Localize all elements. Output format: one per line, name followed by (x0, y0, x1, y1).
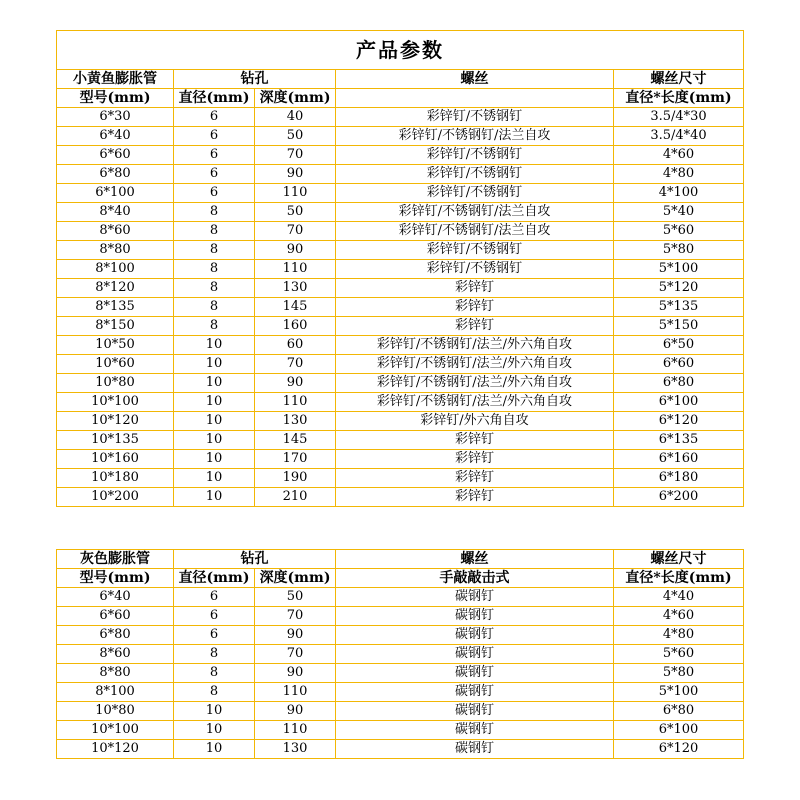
cell-screw: 碳钢钉 (336, 645, 614, 664)
table-row (57, 317, 744, 336)
cell-model: 8*100 (57, 260, 174, 279)
cell-screw: 彩锌钉/不锈钢钉 (336, 260, 614, 279)
cell-depth: 90 (255, 165, 336, 184)
table-row (57, 222, 744, 241)
table-row (57, 431, 744, 450)
table-row (57, 645, 744, 664)
header-model: 型号(mm) (57, 569, 174, 588)
cell-screw: 彩锌钉/不锈钢钉 (336, 165, 614, 184)
header-model: 型号(mm) (57, 89, 174, 108)
cell-screw: 彩锌钉 (336, 298, 614, 317)
cell-model: 10*100 (57, 393, 174, 412)
cell-screw: 彩锌钉/不锈钢钉/法兰/外六角自攻 (336, 355, 614, 374)
cell-depth: 110 (255, 393, 336, 412)
cell-screw: 彩锌钉 (336, 317, 614, 336)
cell-screw: 碳钢钉 (336, 626, 614, 645)
cell-depth: 110 (255, 721, 336, 740)
cell-diameter: 8 (174, 298, 255, 317)
cell-diameter: 8 (174, 664, 255, 683)
header-product: 灰色膨胀管 (57, 550, 174, 569)
cell-depth: 90 (255, 374, 336, 393)
cell-depth: 70 (255, 355, 336, 374)
cell-model: 8*80 (57, 241, 174, 260)
page-title: 产品参数 (57, 31, 744, 70)
cell-model: 6*40 (57, 127, 174, 146)
cell-screw-size: 3.5/4*30 (614, 108, 744, 127)
cell-screw-size: 5*120 (614, 279, 744, 298)
cell-diameter: 10 (174, 488, 255, 507)
header-product: 小黄鱼膨胀管 (57, 70, 174, 89)
cell-diameter: 8 (174, 260, 255, 279)
cell-screw-size: 5*135 (614, 298, 744, 317)
header-screw-size: 螺丝尺寸 (614, 70, 744, 89)
header-diameter: 直径(mm) (174, 89, 255, 108)
cell-depth: 190 (255, 469, 336, 488)
cell-model: 8*40 (57, 203, 174, 222)
product-params-table-yellow (56, 30, 744, 507)
cell-model: 8*60 (57, 645, 174, 664)
cell-depth: 130 (255, 740, 336, 759)
cell-screw-size: 6*135 (614, 431, 744, 450)
cell-depth: 145 (255, 298, 336, 317)
cell-depth: 210 (255, 488, 336, 507)
cell-diameter: 10 (174, 393, 255, 412)
cell-diameter: 8 (174, 222, 255, 241)
cell-model: 6*60 (57, 607, 174, 626)
cell-screw-size: 5*100 (614, 260, 744, 279)
cell-model: 10*60 (57, 355, 174, 374)
cell-depth: 50 (255, 588, 336, 607)
cell-screw-size: 4*80 (614, 165, 744, 184)
cell-screw: 彩锌钉 (336, 279, 614, 298)
header-drill: 钻孔 (174, 70, 336, 89)
header-drill: 钻孔 (174, 550, 336, 569)
cell-model: 6*80 (57, 626, 174, 645)
table-row (57, 279, 744, 298)
cell-screw-size: 6*200 (614, 488, 744, 507)
cell-diameter: 10 (174, 450, 255, 469)
cell-depth: 170 (255, 450, 336, 469)
cell-screw: 彩锌钉 (336, 431, 614, 450)
cell-screw: 彩锌钉/外六角自攻 (336, 412, 614, 431)
cell-screw-size: 6*80 (614, 702, 744, 721)
header-depth: 深度(mm) (255, 89, 336, 108)
cell-diameter: 8 (174, 317, 255, 336)
cell-diameter: 8 (174, 241, 255, 260)
table-row (57, 260, 744, 279)
cell-screw: 彩锌钉/不锈钢钉/法兰自攻 (336, 127, 614, 146)
cell-screw: 彩锌钉/不锈钢钉/法兰/外六角自攻 (336, 393, 614, 412)
cell-depth: 110 (255, 260, 336, 279)
cell-depth: 90 (255, 241, 336, 260)
cell-screw-size: 3.5/4*40 (614, 127, 744, 146)
table-row (57, 355, 744, 374)
header-screw: 螺丝 (336, 550, 614, 569)
cell-diameter: 8 (174, 279, 255, 298)
cell-depth: 50 (255, 127, 336, 146)
cell-screw-size: 5*40 (614, 203, 744, 222)
cell-depth: 50 (255, 203, 336, 222)
table-row (57, 683, 744, 702)
header-diameter: 直径(mm) (174, 569, 255, 588)
table-row (57, 393, 744, 412)
cell-depth: 70 (255, 146, 336, 165)
table-row (57, 298, 744, 317)
table-row (57, 374, 744, 393)
cell-screw-size: 6*80 (614, 374, 744, 393)
cell-screw: 彩锌钉 (336, 450, 614, 469)
table-row (57, 488, 744, 507)
cell-screw: 碳钢钉 (336, 702, 614, 721)
cell-depth: 70 (255, 607, 336, 626)
cell-diameter: 10 (174, 355, 255, 374)
table-row (57, 607, 744, 626)
table-row (57, 146, 744, 165)
cell-diameter: 6 (174, 165, 255, 184)
header-screw-type: 手敲敲击式 (336, 569, 614, 588)
header-dia-length: 直径*长度(mm) (614, 89, 744, 108)
cell-depth: 160 (255, 317, 336, 336)
cell-model: 10*135 (57, 431, 174, 450)
table-row (57, 203, 744, 222)
cell-model: 8*135 (57, 298, 174, 317)
cell-screw-size: 4*60 (614, 146, 744, 165)
cell-model: 8*80 (57, 664, 174, 683)
cell-depth: 110 (255, 683, 336, 702)
cell-screw-size: 6*50 (614, 336, 744, 355)
cell-model: 10*160 (57, 450, 174, 469)
cell-diameter: 10 (174, 374, 255, 393)
cell-diameter: 6 (174, 108, 255, 127)
table-row (57, 721, 744, 740)
cell-screw-size: 4*100 (614, 184, 744, 203)
header-screw-size: 螺丝尺寸 (614, 550, 744, 569)
table-row (57, 588, 744, 607)
header-screw: 螺丝 (336, 70, 614, 89)
cell-diameter: 8 (174, 203, 255, 222)
cell-diameter: 6 (174, 127, 255, 146)
cell-screw-size: 6*120 (614, 740, 744, 759)
product-params-table-gray (56, 549, 744, 759)
cell-depth: 60 (255, 336, 336, 355)
cell-model: 10*80 (57, 702, 174, 721)
cell-screw: 彩锌钉/不锈钢钉/法兰自攻 (336, 203, 614, 222)
cell-diameter: 10 (174, 469, 255, 488)
cell-model: 10*120 (57, 740, 174, 759)
cell-screw-size: 5*150 (614, 317, 744, 336)
cell-depth: 130 (255, 412, 336, 431)
cell-model: 8*100 (57, 683, 174, 702)
cell-screw: 碳钢钉 (336, 683, 614, 702)
cell-screw: 碳钢钉 (336, 664, 614, 683)
cell-depth: 90 (255, 626, 336, 645)
table-row (57, 241, 744, 260)
cell-depth: 130 (255, 279, 336, 298)
table-row (57, 664, 744, 683)
table-row (57, 450, 744, 469)
cell-model: 6*60 (57, 146, 174, 165)
cell-model: 6*40 (57, 588, 174, 607)
cell-depth: 110 (255, 184, 336, 203)
table-row (57, 336, 744, 355)
cell-depth: 70 (255, 222, 336, 241)
cell-diameter: 6 (174, 607, 255, 626)
header-dia-length: 直径*长度(mm) (614, 569, 744, 588)
cell-depth: 90 (255, 664, 336, 683)
cell-model: 10*80 (57, 374, 174, 393)
header-depth: 深度(mm) (255, 569, 336, 588)
cell-screw-size: 4*40 (614, 588, 744, 607)
cell-screw-size: 4*80 (614, 626, 744, 645)
cell-screw: 碳钢钉 (336, 740, 614, 759)
cell-screw-size: 5*100 (614, 683, 744, 702)
cell-screw: 彩锌钉/不锈钢钉/法兰自攻 (336, 222, 614, 241)
cell-screw: 彩锌钉/不锈钢钉 (336, 241, 614, 260)
cell-diameter: 10 (174, 431, 255, 450)
cell-model: 6*100 (57, 184, 174, 203)
cell-model: 8*150 (57, 317, 174, 336)
cell-model: 10*120 (57, 412, 174, 431)
cell-diameter: 6 (174, 184, 255, 203)
cell-screw-size: 6*180 (614, 469, 744, 488)
cell-model: 10*200 (57, 488, 174, 507)
cell-screw: 彩锌钉/不锈钢钉 (336, 146, 614, 165)
cell-diameter: 10 (174, 336, 255, 355)
cell-screw: 碳钢钉 (336, 721, 614, 740)
cell-screw-size: 6*120 (614, 412, 744, 431)
table-row (57, 127, 744, 146)
cell-diameter: 8 (174, 645, 255, 664)
cell-screw-size: 5*80 (614, 241, 744, 260)
cell-screw: 彩锌钉 (336, 488, 614, 507)
cell-screw-size: 6*100 (614, 393, 744, 412)
cell-depth: 90 (255, 702, 336, 721)
cell-model: 10*50 (57, 336, 174, 355)
cell-screw-size: 6*60 (614, 355, 744, 374)
cell-screw-size: 6*160 (614, 450, 744, 469)
cell-diameter: 8 (174, 683, 255, 702)
cell-diameter: 10 (174, 702, 255, 721)
cell-diameter: 10 (174, 740, 255, 759)
cell-screw: 彩锌钉 (336, 469, 614, 488)
cell-screw-size: 5*60 (614, 645, 744, 664)
cell-model: 6*80 (57, 165, 174, 184)
table-row (57, 626, 744, 645)
table-row (57, 165, 744, 184)
cell-screw: 碳钢钉 (336, 607, 614, 626)
cell-depth: 70 (255, 645, 336, 664)
cell-screw-size: 5*60 (614, 222, 744, 241)
cell-screw-size: 6*100 (614, 721, 744, 740)
cell-depth: 40 (255, 108, 336, 127)
cell-diameter: 6 (174, 588, 255, 607)
cell-diameter: 6 (174, 146, 255, 165)
cell-diameter: 10 (174, 412, 255, 431)
table-row (57, 469, 744, 488)
table-row (57, 740, 744, 759)
table-row (57, 108, 744, 127)
cell-screw: 彩锌钉/不锈钢钉 (336, 108, 614, 127)
cell-diameter: 6 (174, 626, 255, 645)
cell-screw-size: 4*60 (614, 607, 744, 626)
cell-model: 10*100 (57, 721, 174, 740)
cell-depth: 145 (255, 431, 336, 450)
cell-screw: 彩锌钉/不锈钢钉 (336, 184, 614, 203)
cell-screw: 碳钢钉 (336, 588, 614, 607)
cell-diameter: 10 (174, 721, 255, 740)
cell-screw: 彩锌钉/不锈钢钉/法兰/外六角自攻 (336, 336, 614, 355)
cell-screw: 彩锌钉/不锈钢钉/法兰/外六角自攻 (336, 374, 614, 393)
cell-model: 10*180 (57, 469, 174, 488)
cell-screw-size: 5*80 (614, 664, 744, 683)
table-row (57, 184, 744, 203)
header-screw-type (336, 89, 614, 108)
table-row (57, 412, 744, 431)
table-row (57, 702, 744, 721)
cell-model: 6*30 (57, 108, 174, 127)
cell-model: 8*60 (57, 222, 174, 241)
cell-model: 8*120 (57, 279, 174, 298)
